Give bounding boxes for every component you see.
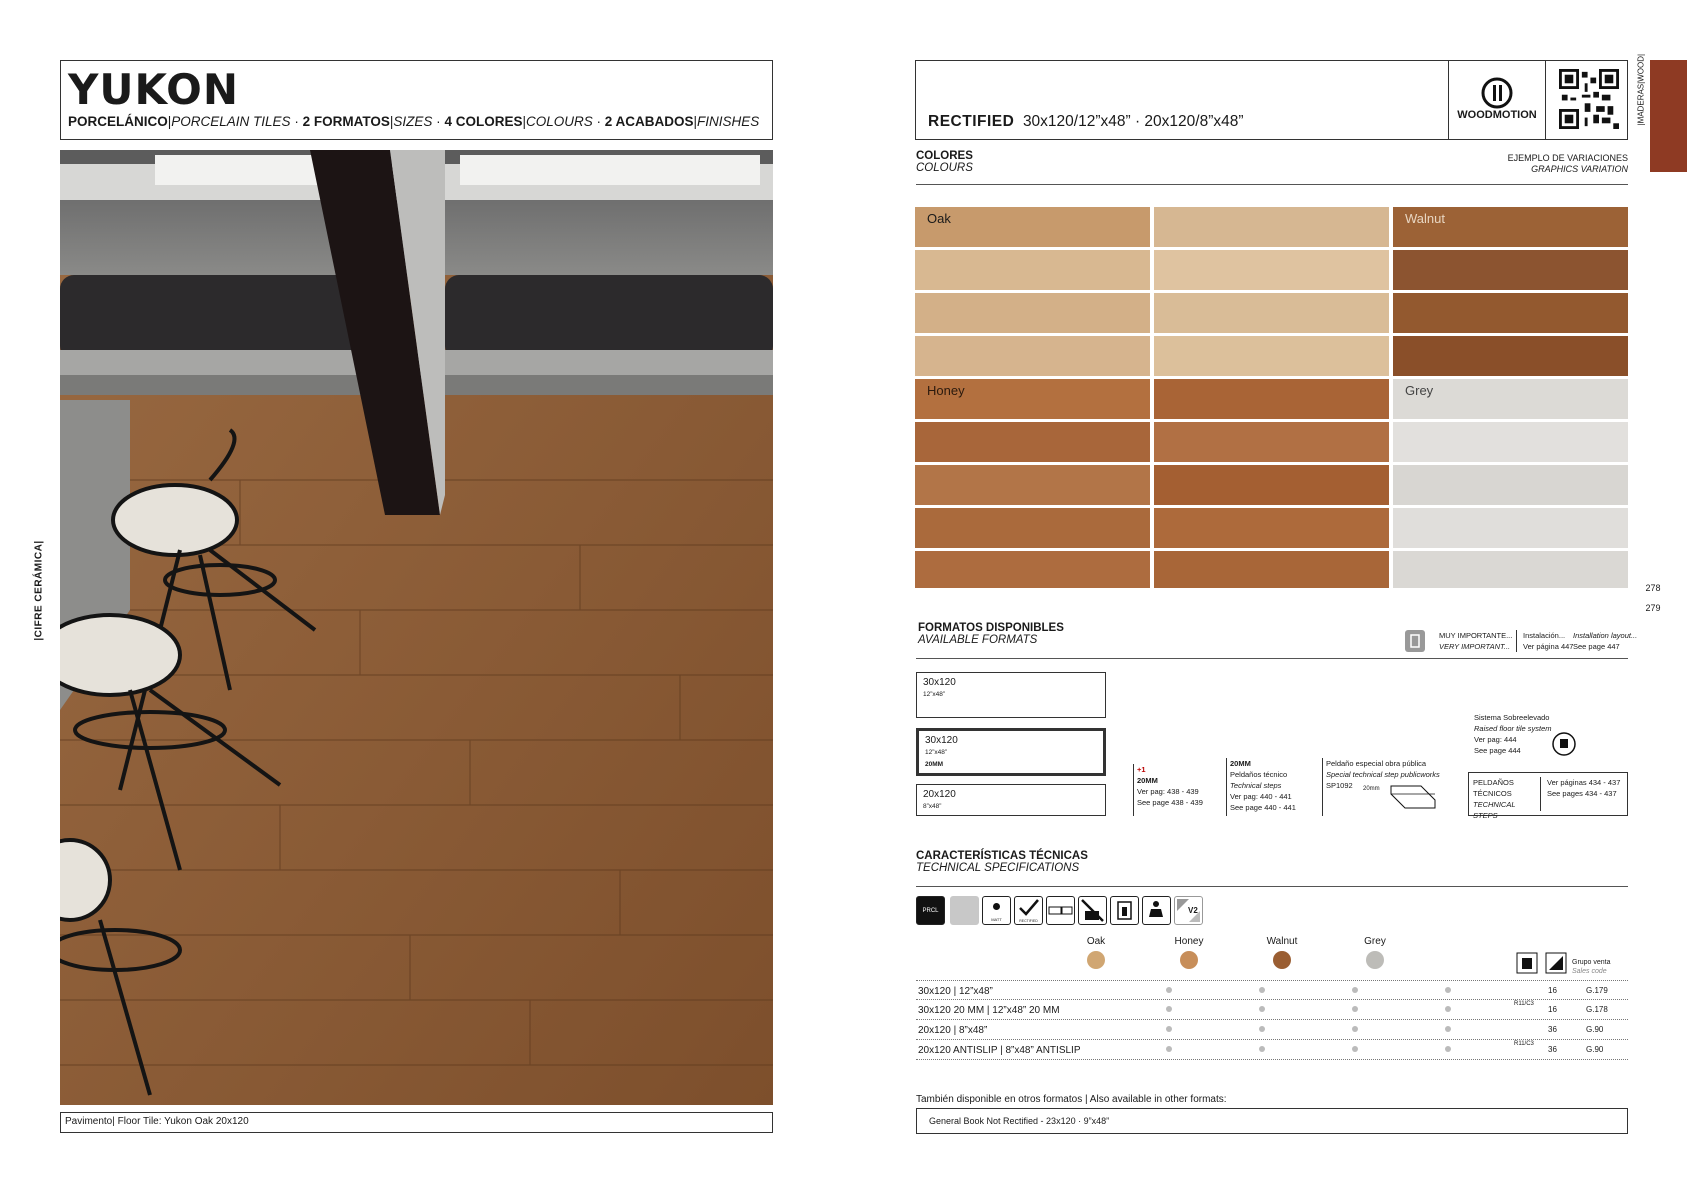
tile-walnut [1393,250,1628,290]
tile-oak [915,207,1150,247]
sales-code-header: Grupo venta Sales code [1572,959,1611,975]
tile-oak [915,250,1150,290]
tile-honey [1154,551,1389,588]
tile-honey [1154,465,1389,505]
interior-photo [60,150,773,1105]
tile-walnut [1393,336,1628,376]
tile-oak [1154,250,1389,290]
note-20mm-extra: +1 20MM Ver pag: 438 - 439 See page 438 - 439 [1133,764,1203,816]
also-available-label: También disponible en otros formatos | Also available in other formats: [916,1094,1227,1105]
box-weight-icon [1545,952,1567,974]
page-numbers: 278 279 [1645,583,1661,613]
tile-label-honey: Honey [927,383,965,398]
also-available-box: General Book Not Rectified - 23x120 · 9”x48” [916,1108,1628,1134]
note-technical-steps-box: PELDAÑOS TÉCNICOS TECHNICAL STEPS Ver páginas 434 - 437 See pages 434 - 437 [1468,772,1628,816]
warning-icon [1405,630,1425,652]
colors-heading: COLORES COLOURS [916,150,973,174]
woodmotion-emblem-icon [1449,65,1545,115]
tile-grey [1393,551,1628,588]
col-header-walnut: Walnut [1266,936,1298,947]
table-row: 30x120 20 MM | 12”x48” 20 MM R11/C3 16 G.178 [916,1000,1628,1020]
tile-oak [1154,336,1389,376]
note-raised-floor: Sistema Sobreelevado Raised floor tile system Ver pag: 444 See page 444 [1474,712,1574,756]
tile-honey [915,508,1150,548]
tile-label-oak: Oak [927,211,951,226]
tile-grey [1393,508,1628,548]
tile-oak [1154,207,1389,247]
tile-honey [915,551,1150,588]
tile-honey [1154,379,1389,419]
porcelain-icon: PRCL [916,896,945,925]
header-box [915,60,1628,140]
side-label-right: |MADERAS|WOOD| [1636,53,1646,126]
tile-oak [915,293,1150,333]
interior-photo-illustration [60,150,773,1105]
spec-heading: CARACTERÍSTICAS TÉCNICAS TECHNICAL SPECIFICATIONS [916,850,1088,874]
variation-v2-icon: V2 [1174,896,1203,925]
divider [916,658,1628,659]
section-tab [1650,60,1687,172]
photo-caption: Pavimento| Floor Tile: Yukon Oak 20x120 [60,1112,773,1133]
tile-variation-grid [915,207,1628,588]
tile-honey [1154,508,1389,548]
format-box-30x120: 30x120 12”x48” [916,672,1106,718]
tile-honey [915,465,1150,505]
divider [916,886,1628,887]
col-header-honey: Honey [1174,936,1204,947]
format-box-30x120-20mm: 30x120 12”x48” 20MM [916,728,1106,776]
frost-resistance-icon [1078,896,1107,925]
swatch-walnut [1273,951,1291,969]
matt-icon: MATT [982,896,1011,925]
tile-honey [915,379,1150,419]
divider [916,184,1628,185]
tile-oak [1154,293,1389,333]
grey-swatch-icon [950,896,979,925]
table-row: 20x120 | 8”x48” 36 G.90 [916,1020,1628,1040]
qr-code-icon[interactable] [1559,69,1619,129]
tile-grey [1393,379,1628,419]
raised-floor-icon [1552,732,1576,756]
tile-grey [1393,422,1628,462]
tile-walnut [1393,207,1628,247]
title-box [60,60,773,140]
tile-label-grey: Grey [1405,383,1434,398]
format-icon [1046,896,1075,925]
note-public-works-step: Peldaño especial obra pública Special technical step publicworks SP1092 20mm [1322,758,1447,816]
side-label-left: |CIFRE CERÁMICA| [33,540,45,641]
formats-heading: FORMATOS DISPONIBLES AVAILABLE FORMATS [918,622,1064,646]
note-technical-steps: 20MM Peldaños técnico Technical steps Ver pag: 440 - 441 See page 440 - 441 [1226,758,1296,816]
tile-label-walnut: Walnut [1405,211,1445,226]
pieces-per-box-icon [1516,952,1538,974]
tile-oak [915,336,1150,376]
tile-honey [915,422,1150,462]
variation-heading: EJEMPLO DE VARIACIONES GRAPHICS VARIATION [1507,153,1628,174]
col-header-grey: Grey [1364,936,1386,947]
col-header-oak: Oak [1086,936,1106,947]
format-box-20x120: 20x120 8”x48” [916,784,1106,816]
woodmotion-logo: WOODMOTION [1448,61,1546,139]
tile-honey [1154,422,1389,462]
swatch-oak [1087,951,1105,969]
table-row: 20x120 ANTISLIP | 8”x48” ANTISLIP R11/C3 36 G.90 [916,1040,1628,1060]
table-row: 30x120 | 12”x48” 16 G.179 [916,980,1628,1000]
step-profile-icon [1389,782,1439,812]
collection-title: YUKON [68,65,240,114]
tile-walnut [1393,293,1628,333]
indoor-icon [1110,896,1139,925]
rectified-icon: RECTIFIED [1014,896,1043,925]
slip-icon [1142,896,1171,925]
swatch-grey [1366,951,1384,969]
collection-subtitle: PORCELÁNICO|PORCELAIN TILES · 2 FORMATOS|SIZES · 4 COLORES|COLOURS · 2 ACABADOS|FINISHES [68,114,760,129]
swatch-honey [1180,951,1198,969]
tile-grey [1393,465,1628,505]
rectified-sizes: RECTIFIED 30x120/12”x48” · 20x120/8”x48” [928,113,1244,130]
